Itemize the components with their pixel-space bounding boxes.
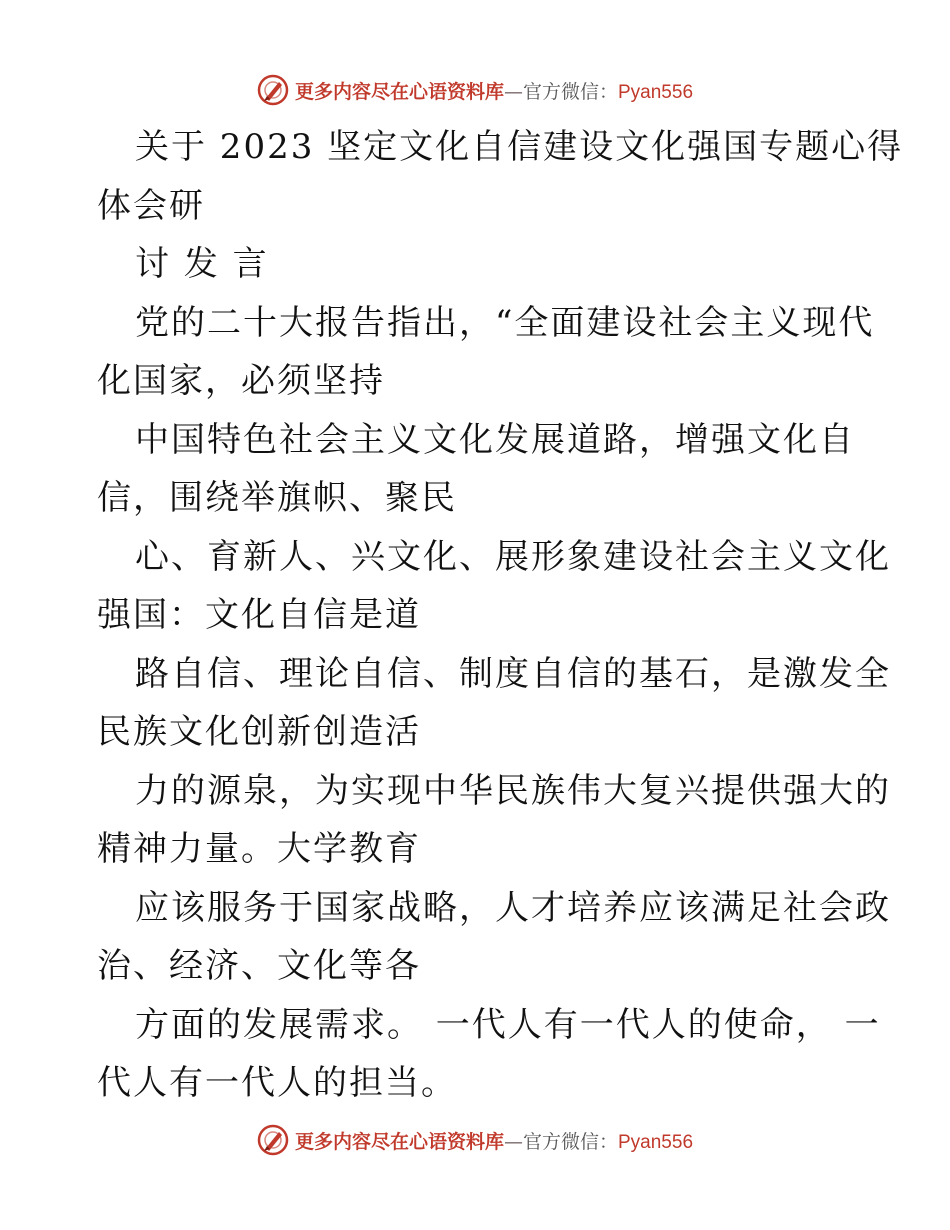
banner-text [295, 77, 693, 104]
title-line-2: 体会研 [97, 185, 205, 226]
banner-text [295, 1127, 693, 1154]
header-banner [0, 70, 950, 110]
paragraph-line: 强国：文化自信是道 [97, 595, 421, 635]
paragraph-line: 党的二十大报告指出，“全面建设社会主义现代 [135, 302, 875, 343]
brand-text: 更多内容尽在心语资料库 [294, 1130, 504, 1153]
contact-id: Pyan556 [618, 81, 694, 103]
paragraph-line: 精神力量。大学教育 [97, 829, 421, 869]
paragraph-line: 化国家，必须坚持 [97, 361, 385, 401]
separator: — [503, 1130, 523, 1153]
pen-nib-logo-icon [257, 1124, 289, 1156]
contact-id: Pyan556 [618, 1131, 694, 1153]
paragraph-line: 代人有一代人的担当。 [97, 1063, 457, 1103]
title-line-3: 讨 发 言 [135, 244, 269, 284]
pen-nib-logo-icon [257, 74, 289, 106]
paragraph-line: 民族文化创新创造活 [97, 712, 421, 752]
contact-label: 官方微信： [522, 80, 618, 103]
paragraph-line: 力的源泉，为实现中华民族伟大复兴提供强大的 [135, 770, 891, 811]
footer-banner [0, 1120, 950, 1160]
brand-text: 更多内容尽在心语资料库 [294, 80, 504, 103]
title-line-1: 关于 2023 坚定文化自信建设文化强国专题心得 [135, 127, 904, 167]
document-body [97, 118, 904, 1113]
paragraph-line: 心、育新人、兴文化、展形象建设社会主义文化 [135, 536, 891, 577]
contact-label: 官方微信： [522, 1130, 618, 1153]
separator: — [503, 80, 523, 103]
paragraph-line: 治、经济、文化等各 [97, 946, 421, 986]
paragraph-line: 中国特色社会主义文化发展道路，增强文化自 [135, 419, 855, 460]
paragraph-line: 方面的发展需求。 一代人有一代人的使命， 一 [135, 1004, 881, 1045]
paragraph-line: 信，围绕举旗帜、聚民 [97, 478, 457, 518]
paragraph-line: 应该服务于国家战略，人才培养应该满足社会政 [135, 887, 891, 928]
paragraph-line: 路自信、理论自信、制度自信的基石，是激发全 [135, 653, 891, 694]
